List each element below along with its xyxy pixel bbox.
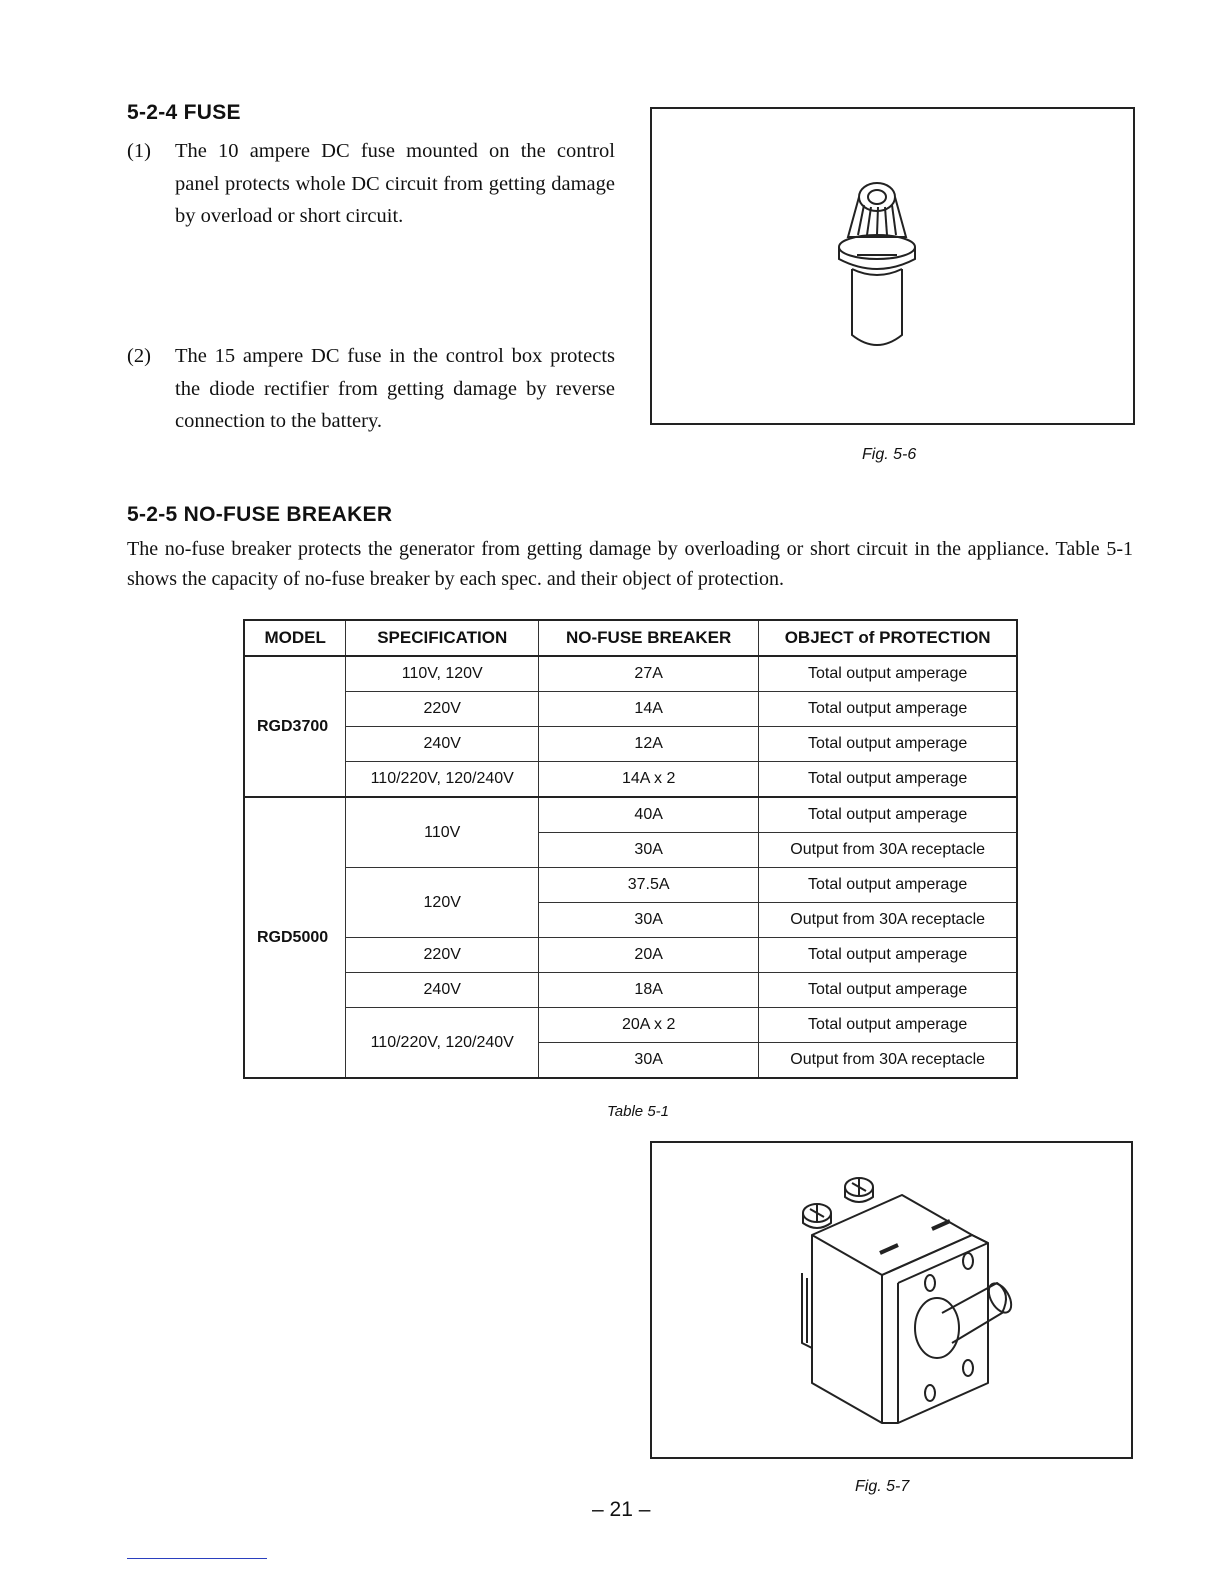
breaker-illustration (652, 1143, 1131, 1457)
breaker-cell: 14A (539, 692, 759, 727)
item-text: The 15 ampere DC fuse in the control box protects the diode rectifier from getting damage by reverse connection to the battery. (175, 345, 615, 432)
item-text: The 10 ampere DC fuse mounted on the control panel protects whole DC circuit from getting damage by overload or short circuit. (175, 140, 615, 227)
spec-cell: 240V (346, 973, 539, 1008)
table-row (244, 762, 1017, 798)
breaker-cell: 20A (539, 938, 759, 973)
object-cell: Total output amperage (759, 973, 1017, 1008)
page-number: – 21 – (592, 1498, 651, 1521)
table-header-row (244, 620, 1017, 656)
figure-fuse-box (650, 107, 1135, 425)
breaker-cell: 12A (539, 727, 759, 762)
model-cell: RGD5000 (244, 797, 346, 1078)
table-row (244, 797, 1017, 833)
breaker-capacity-table (243, 619, 1018, 1079)
header-breaker: NO-FUSE BREAKER (539, 620, 759, 656)
breaker-cell: 20A x 2 (539, 1008, 759, 1043)
object-cell: Total output amperage (759, 868, 1017, 903)
breaker-cell: 18A (539, 973, 759, 1008)
item-number: (2) (127, 345, 151, 367)
breaker-intro: The no-fuse breaker protects the generator from getting damage by overloading or short circuit in the appliance. Table 5-1 shows the capacity of no-fuse breaker by each spec. and their object of protection. (127, 538, 1133, 590)
header-model: MODEL (244, 620, 346, 656)
breaker-cell: 37.5A (539, 868, 759, 903)
table-row (244, 868, 1017, 903)
fuse-holder-illustration (652, 109, 1133, 423)
object-cell: Total output amperage (759, 762, 1017, 798)
breaker-cell: 27A (539, 656, 759, 692)
figure-caption-5-7: Fig. 5-7 (855, 1478, 910, 1495)
figure-caption-5-6: Fig. 5-6 (862, 446, 917, 463)
spec-cell: 220V (346, 692, 539, 727)
breaker-cell: 30A (539, 833, 759, 868)
spec-cell: 110/220V, 120/240V (346, 1008, 539, 1079)
object-cell: Output from 30A receptacle (759, 833, 1017, 868)
table-caption: Table 5-1 (607, 1103, 669, 1120)
spec-cell: 220V (346, 938, 539, 973)
object-cell: Total output amperage (759, 797, 1017, 833)
object-cell: Total output amperage (759, 692, 1017, 727)
spec-cell: 240V (346, 727, 539, 762)
object-cell: Total output amperage (759, 1008, 1017, 1043)
table-row (244, 656, 1017, 692)
breaker-cell: 30A (539, 903, 759, 938)
table-row (244, 692, 1017, 727)
object-cell: Total output amperage (759, 938, 1017, 973)
spec-cell: 110V, 120V (346, 656, 539, 692)
object-cell: Total output amperage (759, 727, 1017, 762)
breaker-cell: 14A x 2 (539, 762, 759, 798)
spec-cell: 120V (346, 868, 539, 938)
header-object: OBJECT of PROTECTION (759, 620, 1017, 656)
table-row (244, 1008, 1017, 1043)
footer-divider (127, 1558, 267, 1559)
object-cell: Output from 30A receptacle (759, 903, 1017, 938)
figure-breaker-box (650, 1141, 1133, 1459)
object-cell: Total output amperage (759, 656, 1017, 692)
model-cell: RGD3700 (244, 656, 346, 797)
table-row (244, 727, 1017, 762)
table-row (244, 938, 1017, 973)
section-heading-fuse: 5-2-4 FUSE (127, 101, 241, 124)
fuse-item-2 (127, 340, 617, 440)
spec-cell: 110V (346, 797, 539, 868)
item-number: (1) (127, 140, 151, 162)
breaker-cell: 30A (539, 1043, 759, 1079)
header-specification: SPECIFICATION (346, 620, 539, 656)
fuse-item-1 (127, 135, 617, 235)
table-row (244, 973, 1017, 1008)
object-cell: Output from 30A receptacle (759, 1043, 1017, 1079)
section-heading-breaker: 5-2-5 NO-FUSE BREAKER (127, 503, 393, 526)
breaker-cell: 40A (539, 797, 759, 833)
spec-cell: 110/220V, 120/240V (346, 762, 539, 798)
